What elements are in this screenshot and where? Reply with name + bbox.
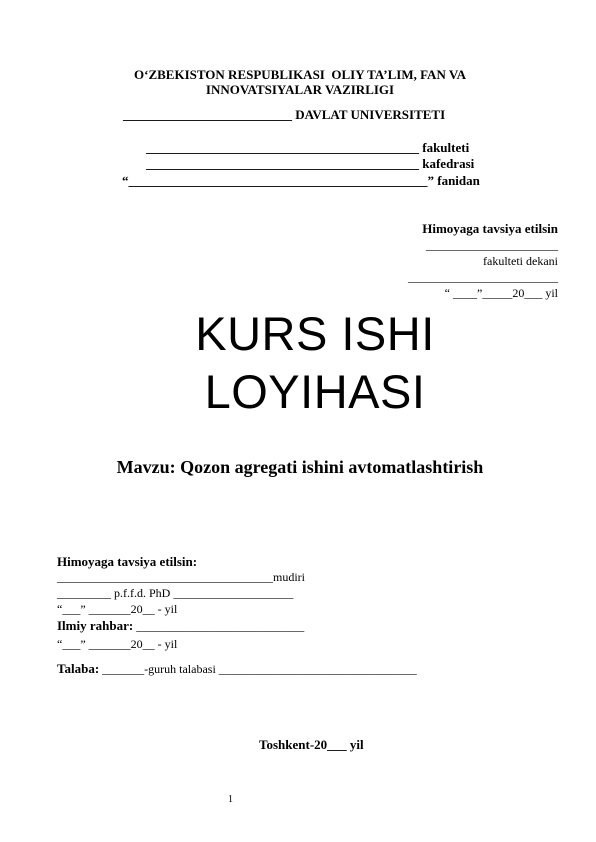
title-line-1: KURS ISHI <box>195 307 435 360</box>
approval-date-line: “ ____”_____20___ yil <box>444 286 558 300</box>
recommend-title: Himoyaga tavsiya etilsin: <box>57 554 198 569</box>
ministry-line-2: INNOVATSIYALAR VAZIRLIGI <box>205 82 395 97</box>
date-line-2: “___” _______20__ - yil <box>57 637 178 651</box>
faculty-line: __________________________________________ fakulteti <box>146 140 470 155</box>
title-line-2: LOYIHASI <box>204 365 426 418</box>
department-line: __________________________________________ kafedrasi <box>146 156 475 171</box>
date-line-1: “___” _______20__ - yil <box>57 602 178 616</box>
student-label: Talaba: <box>57 661 100 676</box>
approval-blank-2: _________________________ <box>408 270 558 284</box>
ministry-line-1: O‘ZBEKISTON RESPUBLIKASI OLIY TA’LIM, FAN VA <box>134 67 466 82</box>
dean-label: fakulteti dekani <box>483 254 558 268</box>
student-row <box>57 661 417 677</box>
degree-line: _________ p.f.f.d. PhD ____________________ <box>57 586 294 600</box>
approval-title: Himoyaga tavsiya etilsin <box>422 221 558 236</box>
topic: Mavzu: Qozon agregati ishini avtomatlashtirish <box>116 457 484 477</box>
student-text: _______-guruh talabasi _________________________________ <box>99 662 417 676</box>
supervisor-blank: ____________________________ <box>133 619 305 633</box>
page-number: 1 <box>228 794 233 805</box>
university-line: __________________________ DAVLAT UNIVERSITETI <box>123 107 446 122</box>
city-year: Toshkent-20___ yil <box>259 737 364 752</box>
approval-blank-1: ______________________ <box>426 238 558 252</box>
supervisor-label: Ilmiy rahbar: <box>57 618 134 633</box>
subject-line: “______________________________________________” fanidan <box>122 173 480 188</box>
supervisor-row <box>57 618 304 634</box>
head-line: ____________________________________mudiri <box>57 570 305 584</box>
